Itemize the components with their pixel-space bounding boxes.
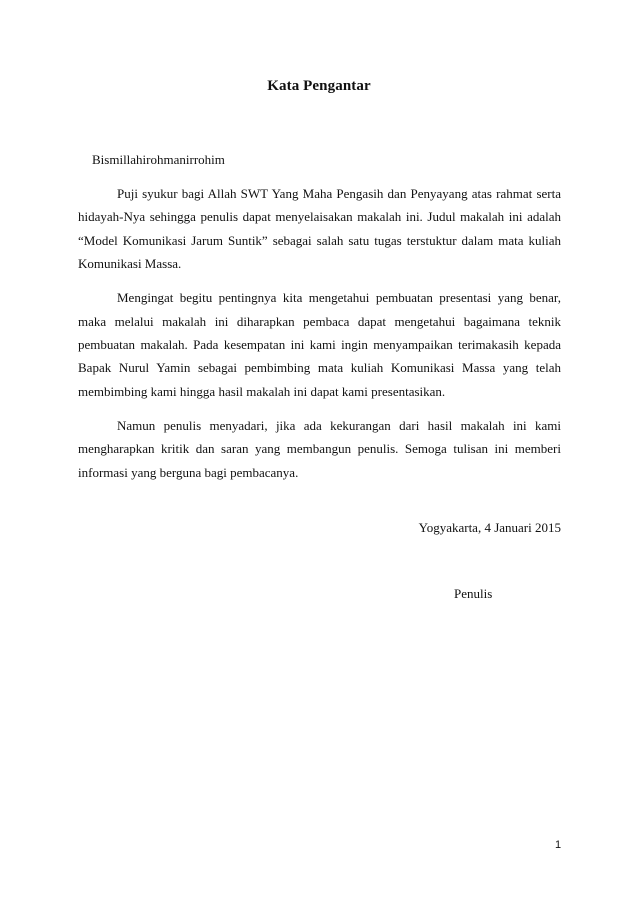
body-text: [78, 182, 561, 495]
page-title: Kata Pengantar: [267, 78, 371, 94]
paragraph-3: Namun penulis menyadari, jika ada kekurangan dari hasil makalah ini kami mengharapkan kritik dan saran yang membangun penulis. Semoga tulisan ini memberi informasi yang berguna bagi pembacanya.: [78, 417, 561, 480]
author-signature: Penulis: [454, 586, 493, 601]
paragraph-2: Mengingat begitu pentingnya kita mengetahui pembuatan presentasi yang benar, maka melalui makalah ini diharapkan pembaca dapat mengetahui bagaimana teknik pembuatan makalah. Pada kesempatan ini kami ingin menyampaikan terimakasih kepada Bapak Nurul Yamin sebagai pembimbing mata kuliah Komunikasi Massa yang telah membimbing kami hingga hasil makalah ini dapat kami presentasikan.: [78, 290, 561, 399]
place-date: Yogyakarta, 4 Januari 2015: [418, 520, 561, 535]
page-number: 1: [555, 839, 562, 851]
paragraph-1: Puji syukur bagi Allah SWT Yang Maha Pengasih dan Penyayang atas rahmat serta hidayah-Nya sehingga penulis dapat menyelaisakan makalah ini. Judul makalah ini adalah “Model Komunikasi Jarum Suntik” sebagai salah satu tugas terstuktur dalam mata kuliah Komunikasi Massa.: [78, 186, 561, 272]
greeting-text: Bismillahirohmanirrohim: [92, 152, 225, 167]
